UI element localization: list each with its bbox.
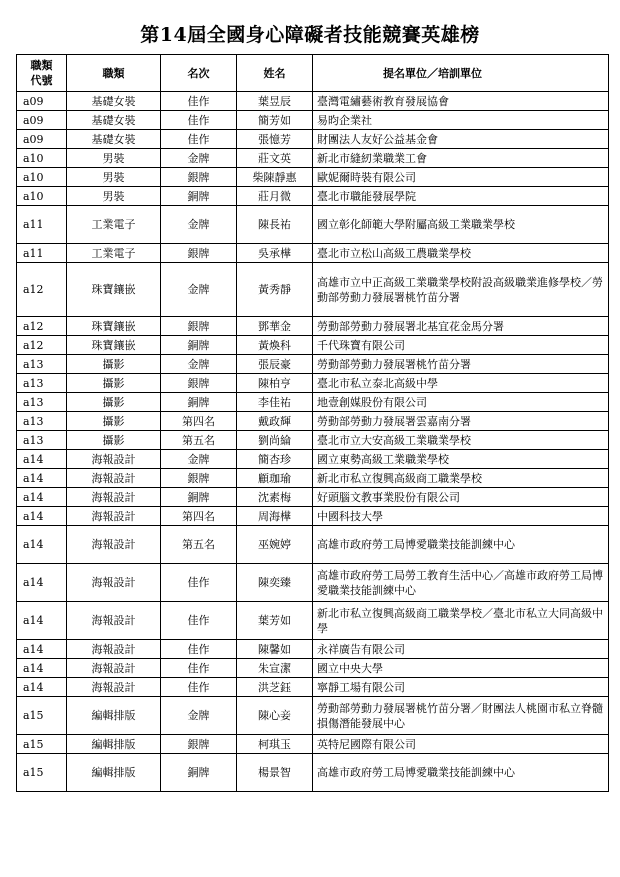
- cell-rank: 銀牌: [161, 469, 237, 488]
- cell-category-code: a14: [17, 640, 67, 659]
- header-unit: 提名單位／培訓單位: [313, 55, 609, 92]
- cell-name: 陳長祐: [237, 206, 313, 244]
- cell-rank: 銀牌: [161, 374, 237, 393]
- cell-unit: 臺北市立松山高級工農職業學校: [313, 244, 609, 263]
- cell-name: 鄧華金: [237, 317, 313, 336]
- table-row: [17, 526, 609, 564]
- cell-unit: 勞動部勞動力發展署雲嘉南分署: [313, 412, 609, 431]
- cell-category: 攝影: [67, 412, 161, 431]
- header-name: 姓名: [237, 55, 313, 92]
- cell-name: 柴陳靜惠: [237, 168, 313, 187]
- cell-name: 巫婉婷: [237, 526, 313, 564]
- cell-category-code: a15: [17, 754, 67, 792]
- cell-rank: 銀牌: [161, 244, 237, 263]
- cell-unit: 地壹創媒股份有限公司: [313, 393, 609, 412]
- cell-unit: 國立東勢高級工業職業學校: [313, 450, 609, 469]
- cell-category: 工業電子: [67, 244, 161, 263]
- cell-name: 周海樺: [237, 507, 313, 526]
- cell-rank: 佳作: [161, 678, 237, 697]
- cell-name: 簡芳如: [237, 111, 313, 130]
- table-row: [17, 678, 609, 697]
- cell-unit: 勞動部勞動力發展署北基宜花金馬分署: [313, 317, 609, 336]
- cell-category: 攝影: [67, 374, 161, 393]
- cell-rank: 佳作: [161, 602, 237, 640]
- table-body: [17, 92, 609, 792]
- cell-category: 海報設計: [67, 488, 161, 507]
- cell-category: 攝影: [67, 355, 161, 374]
- table-row: [17, 393, 609, 412]
- cell-name: 黃秀靜: [237, 263, 313, 317]
- cell-name: 簡杏珍: [237, 450, 313, 469]
- cell-unit: 國立中央大學: [313, 659, 609, 678]
- table-row: [17, 111, 609, 130]
- cell-rank: 銀牌: [161, 168, 237, 187]
- cell-name: 莊文英: [237, 149, 313, 168]
- cell-rank: 銅牌: [161, 336, 237, 355]
- cell-category: 海報設計: [67, 659, 161, 678]
- cell-category: 男裝: [67, 149, 161, 168]
- cell-name: 莊月微: [237, 187, 313, 206]
- cell-name: 洪芝鈺: [237, 678, 313, 697]
- cell-rank: 佳作: [161, 130, 237, 149]
- cell-category: 海報設計: [67, 469, 161, 488]
- cell-unit: 臺北市立大安高級工業職業學校: [313, 431, 609, 450]
- cell-category: 編輯排版: [67, 754, 161, 792]
- cell-rank: 金牌: [161, 697, 237, 735]
- cell-rank: 第四名: [161, 507, 237, 526]
- table-row: [17, 659, 609, 678]
- header-rank: 名次: [161, 55, 237, 92]
- cell-category-code: a14: [17, 678, 67, 697]
- cell-category: 攝影: [67, 431, 161, 450]
- cell-name: 陳馨如: [237, 640, 313, 659]
- cell-name: 陳奕臻: [237, 564, 313, 602]
- cell-name: 柯琪玉: [237, 735, 313, 754]
- cell-category-code: a15: [17, 735, 67, 754]
- table-row: [17, 317, 609, 336]
- cell-rank: 銅牌: [161, 187, 237, 206]
- cell-category-code: a14: [17, 602, 67, 640]
- cell-category: 攝影: [67, 393, 161, 412]
- cell-unit: 新北市私立復興高級商工職業學校: [313, 469, 609, 488]
- cell-unit: 勞動部勞動力發展署桃竹苗分署／財團法人桃園市私立脊髓損傷潛能發展中心: [313, 697, 609, 735]
- cell-rank: 第四名: [161, 412, 237, 431]
- cell-category: 珠寶鑲嵌: [67, 336, 161, 355]
- cell-category-code: a14: [17, 507, 67, 526]
- cell-category-code: a14: [17, 488, 67, 507]
- cell-category-code: a13: [17, 355, 67, 374]
- cell-rank: 佳作: [161, 111, 237, 130]
- cell-rank: 銀牌: [161, 317, 237, 336]
- cell-unit: 國立彰化師範大學附屬高級工業職業學校: [313, 206, 609, 244]
- cell-category-code: a13: [17, 393, 67, 412]
- cell-rank: 金牌: [161, 355, 237, 374]
- cell-rank: 第五名: [161, 526, 237, 564]
- cell-category-code: a09: [17, 92, 67, 111]
- cell-name: 劉尚綸: [237, 431, 313, 450]
- cell-unit: 寧靜工場有限公司: [313, 678, 609, 697]
- table-row: [17, 564, 609, 602]
- cell-category-code: a12: [17, 263, 67, 317]
- cell-category-code: a13: [17, 412, 67, 431]
- cell-rank: 銅牌: [161, 754, 237, 792]
- cell-rank: 金牌: [161, 263, 237, 317]
- cell-category: 工業電子: [67, 206, 161, 244]
- cell-category: 海報設計: [67, 564, 161, 602]
- table-row: [17, 168, 609, 187]
- cell-category-code: a10: [17, 187, 67, 206]
- header-category-code: 職類 代號: [17, 55, 67, 92]
- cell-name: 葉昱辰: [237, 92, 313, 111]
- cell-rank: 銅牌: [161, 488, 237, 507]
- cell-category: 基礎女裝: [67, 111, 161, 130]
- cell-unit: 中國科技大學: [313, 507, 609, 526]
- table-row: [17, 355, 609, 374]
- cell-rank: 佳作: [161, 659, 237, 678]
- cell-category-code: a14: [17, 469, 67, 488]
- header-category: 職類: [67, 55, 161, 92]
- cell-category: 男裝: [67, 168, 161, 187]
- table-row: [17, 187, 609, 206]
- cell-name: 陳柏亨: [237, 374, 313, 393]
- cell-unit: 臺北市職能發展學院: [313, 187, 609, 206]
- cell-name: 張憶芳: [237, 130, 313, 149]
- cell-unit: 新北市私立復興高級商工職業學校／臺北市私立大同高級中學: [313, 602, 609, 640]
- table-row: [17, 336, 609, 355]
- cell-rank: 金牌: [161, 149, 237, 168]
- cell-name: 戴政輝: [237, 412, 313, 431]
- cell-category: 海報設計: [67, 678, 161, 697]
- table-row: [17, 735, 609, 754]
- cell-category-code: a11: [17, 244, 67, 263]
- cell-name: 沈素梅: [237, 488, 313, 507]
- cell-category: 基礎女裝: [67, 130, 161, 149]
- cell-category: 海報設計: [67, 526, 161, 564]
- table-row: [17, 206, 609, 244]
- cell-unit: 臺北市私立泰北高級中學: [313, 374, 609, 393]
- cell-unit: 歐妮爾時裝有限公司: [313, 168, 609, 187]
- table-row: [17, 640, 609, 659]
- cell-unit: 臺灣電繡藝術教育發展協會: [313, 92, 609, 111]
- cell-category-code: a14: [17, 564, 67, 602]
- table-row: [17, 450, 609, 469]
- cell-unit: 財團法人友好公益基金會: [313, 130, 609, 149]
- results-table: [16, 54, 609, 792]
- cell-rank: 金牌: [161, 450, 237, 469]
- table-row: [17, 602, 609, 640]
- cell-rank: 金牌: [161, 206, 237, 244]
- cell-rank: 佳作: [161, 640, 237, 659]
- cell-unit: 勞動部勞動力發展署桃竹苗分署: [313, 355, 609, 374]
- table-header-row: [17, 55, 609, 92]
- table-row: [17, 488, 609, 507]
- table-row: [17, 244, 609, 263]
- cell-unit: 高雄市政府勞工局博愛職業技能訓練中心: [313, 526, 609, 564]
- cell-category: 編輯排版: [67, 697, 161, 735]
- cell-category-code: a09: [17, 130, 67, 149]
- cell-unit: 易昀企業社: [313, 111, 609, 130]
- cell-category: 海報設計: [67, 507, 161, 526]
- cell-category: 基礎女裝: [67, 92, 161, 111]
- cell-category: 海報設計: [67, 450, 161, 469]
- table-row: [17, 431, 609, 450]
- cell-category-code: a12: [17, 336, 67, 355]
- cell-unit: 高雄市立中正高級工業職業學校附設高級職業進修學校／勞動部勞動力發展署桃竹苗分署: [313, 263, 609, 317]
- table-row: [17, 412, 609, 431]
- cell-name: 朱宣潔: [237, 659, 313, 678]
- cell-name: 張辰豪: [237, 355, 313, 374]
- cell-category: 珠寶鑲嵌: [67, 263, 161, 317]
- table-row: [17, 374, 609, 393]
- cell-unit: 千代珠寶有限公司: [313, 336, 609, 355]
- cell-category-code: a13: [17, 374, 67, 393]
- cell-category-code: a11: [17, 206, 67, 244]
- cell-unit: 永祥廣告有限公司: [313, 640, 609, 659]
- table-row: [17, 130, 609, 149]
- cell-category-code: a14: [17, 450, 67, 469]
- table-row: [17, 754, 609, 792]
- cell-name: 陳心妾: [237, 697, 313, 735]
- cell-category-code: a10: [17, 149, 67, 168]
- cell-rank: 佳作: [161, 92, 237, 111]
- cell-name: 吳承樺: [237, 244, 313, 263]
- cell-unit: 新北市縫紉業職業工會: [313, 149, 609, 168]
- cell-name: 楊景智: [237, 754, 313, 792]
- table-row: [17, 469, 609, 488]
- page-title: 第14屆全國身心障礙者技能競賽英雄榜: [140, 24, 480, 46]
- cell-category: 海報設計: [67, 640, 161, 659]
- cell-category: 珠寶鑲嵌: [67, 317, 161, 336]
- cell-unit: 高雄市政府勞工局勞工教育生活中心／高雄市政府勞工局博愛職業技能訓練中心: [313, 564, 609, 602]
- table-row: [17, 507, 609, 526]
- cell-category-code: a14: [17, 659, 67, 678]
- cell-category-code: a12: [17, 317, 67, 336]
- cell-category-code: a13: [17, 431, 67, 450]
- cell-category: 海報設計: [67, 602, 161, 640]
- cell-unit: 好頭腦文教事業股份有限公司: [313, 488, 609, 507]
- cell-category: 男裝: [67, 187, 161, 206]
- cell-name: 葉芳如: [237, 602, 313, 640]
- table-row: [17, 149, 609, 168]
- cell-category-code: a14: [17, 526, 67, 564]
- cell-name: 李佳祐: [237, 393, 313, 412]
- cell-rank: 第五名: [161, 431, 237, 450]
- cell-rank: 佳作: [161, 564, 237, 602]
- cell-category-code: a10: [17, 168, 67, 187]
- cell-name: 黃煥科: [237, 336, 313, 355]
- cell-rank: 銀牌: [161, 735, 237, 754]
- cell-category-code: a15: [17, 697, 67, 735]
- cell-category: 編輯排版: [67, 735, 161, 754]
- cell-rank: 銅牌: [161, 393, 237, 412]
- table-row: [17, 263, 609, 317]
- cell-category-code: a09: [17, 111, 67, 130]
- cell-unit: 英特尼國際有限公司: [313, 735, 609, 754]
- cell-unit: 高雄市政府勞工局博愛職業技能訓練中心: [313, 754, 609, 792]
- table-row: [17, 697, 609, 735]
- cell-name: 顧珈瑜: [237, 469, 313, 488]
- table-row: [17, 92, 609, 111]
